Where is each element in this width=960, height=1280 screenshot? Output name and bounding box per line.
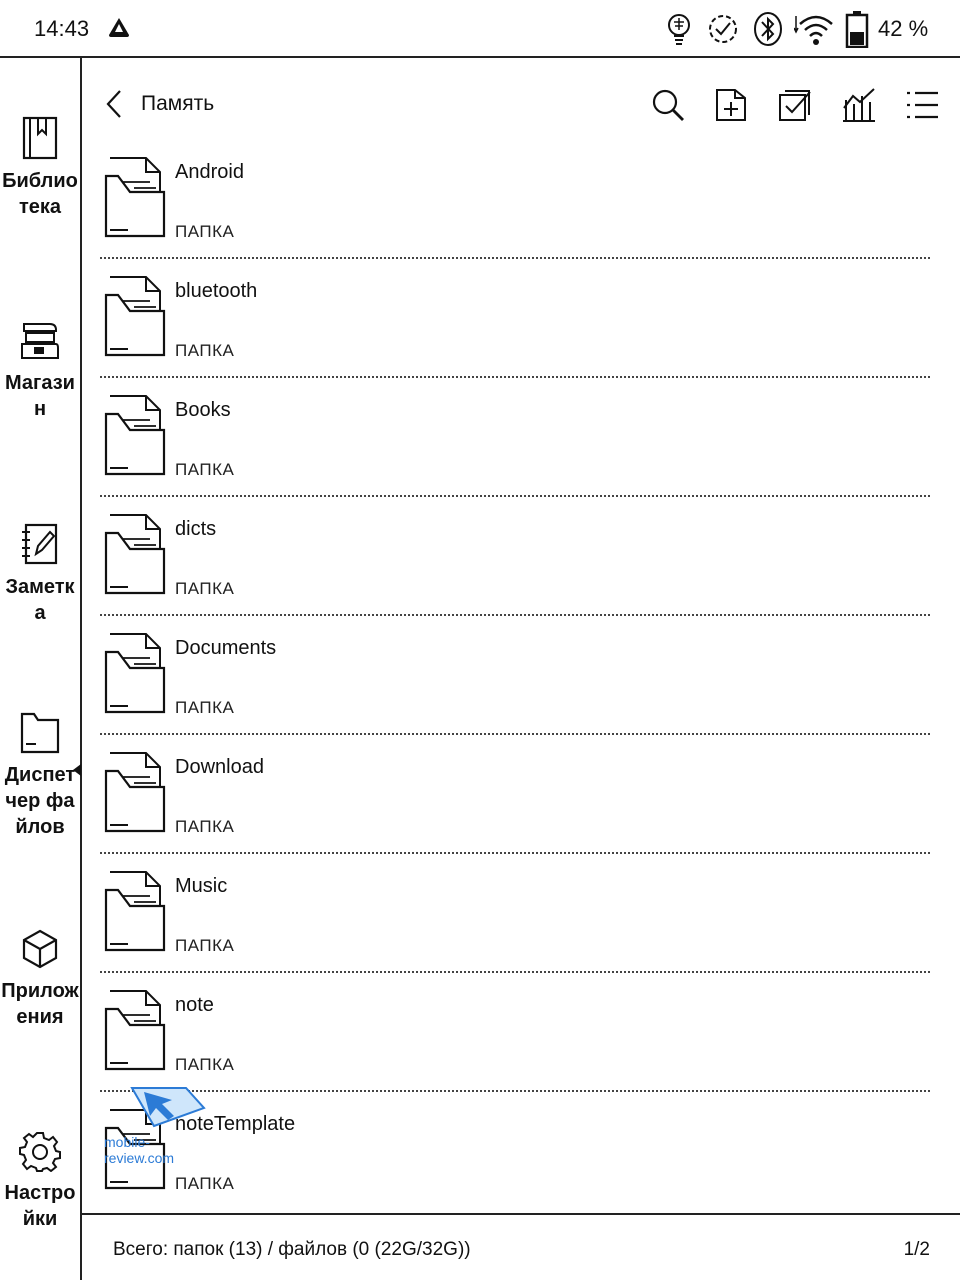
list-item[interactable]: [100, 735, 930, 854]
sidebar-item-notes[interactable]: [0, 522, 80, 626]
bluetooth-icon: [752, 10, 784, 48]
auto-brightness-icon: [108, 17, 130, 39]
status-bar: [0, 0, 960, 58]
file-type: ПАПКА: [175, 1055, 235, 1074]
list-item[interactable]: [100, 140, 930, 259]
file-name: Documents: [175, 637, 277, 659]
sidebar-item-label: Магазин: [5, 372, 75, 420]
list-item[interactable]: [100, 1092, 930, 1211]
search-icon[interactable]: [649, 86, 687, 124]
file-type: ПАПКА: [175, 341, 235, 360]
list-item[interactable]: [100, 497, 930, 616]
folder-doc-icon: [104, 870, 166, 952]
folder-doc-icon: [104, 513, 166, 595]
store-books-icon: [20, 320, 60, 362]
sidebar-item-label: Настройки: [4, 1182, 76, 1230]
watermark-logo-icon: [124, 1082, 214, 1132]
folder-icon: [20, 712, 60, 754]
list-item[interactable]: [100, 378, 930, 497]
new-folder-icon[interactable]: [713, 86, 751, 124]
sidebar-item-label: Заметка: [5, 576, 75, 624]
file-name: Books: [175, 399, 231, 421]
file-type: ПАПКА: [175, 698, 235, 717]
list-item[interactable]: [100, 973, 930, 1092]
file-type: ПАПКА: [175, 1174, 235, 1193]
file-name: Music: [175, 875, 228, 897]
notebook-pen-icon: [20, 522, 60, 566]
file-name: noteTemplate: [175, 1113, 296, 1135]
gear-icon: [19, 1130, 61, 1172]
file-name: bluetooth: [175, 280, 258, 302]
list-item[interactable]: [100, 854, 930, 973]
file-name: Download: [175, 756, 264, 778]
sidebar-item-file-manager[interactable]: [0, 712, 80, 840]
sync-icon: [705, 10, 741, 48]
sidebar-item-settings[interactable]: [0, 1130, 80, 1232]
folder-doc-icon: [104, 156, 166, 238]
file-name: note: [175, 994, 214, 1016]
sidebar-item-label: Диспетчер файлов: [4, 764, 76, 838]
book-icon: [21, 116, 59, 160]
folder-doc-icon: [104, 394, 166, 476]
sidebar-item-label: Приложения: [1, 980, 79, 1028]
file-type: ПАПКА: [175, 222, 235, 241]
page-title: Память: [141, 92, 215, 115]
back-button[interactable]: [100, 86, 130, 122]
file-type: ПАПКА: [175, 817, 235, 836]
sidebar-item-library[interactable]: [0, 116, 80, 220]
list-view-icon[interactable]: [903, 86, 941, 124]
folder-doc-icon: [104, 751, 166, 833]
select-icon[interactable]: [776, 86, 814, 124]
sidebar-item-store[interactable]: [0, 320, 80, 422]
folder-doc-icon: [104, 989, 166, 1071]
battery-icon: [844, 10, 870, 48]
file-name: dicts: [175, 518, 217, 540]
sidebar: [0, 58, 82, 1280]
page-indicator[interactable]: 1/2: [903, 1239, 930, 1260]
file-type: ПАПКА: [175, 460, 235, 479]
sidebar-item-label: Библиотека: [2, 170, 78, 218]
folder-doc-icon: [104, 275, 166, 357]
list-item[interactable]: [100, 259, 930, 378]
lightbulb-icon: [662, 10, 696, 48]
sidebar-item-apps[interactable]: [0, 928, 80, 1030]
storage-summary: Всего: папок (13) / файлов (0 (22G/32G)): [113, 1239, 471, 1260]
watermark: [104, 1082, 214, 1166]
cube-icon: [20, 928, 60, 970]
watermark-text: mobile-review.com: [104, 1134, 175, 1166]
active-indicator: [73, 764, 81, 776]
list-item[interactable]: [100, 616, 930, 735]
file-list: [100, 140, 930, 1211]
file-type: ПАПКА: [175, 936, 235, 955]
footer: [82, 1213, 960, 1280]
file-name: Android: [175, 161, 244, 183]
wifi-icon: [794, 10, 838, 48]
battery-percent: 42 %: [878, 16, 929, 41]
stats-icon[interactable]: [840, 86, 878, 124]
clock: 14:43: [34, 16, 90, 41]
file-type: ПАПКА: [175, 579, 235, 598]
folder-doc-icon: [104, 632, 166, 714]
